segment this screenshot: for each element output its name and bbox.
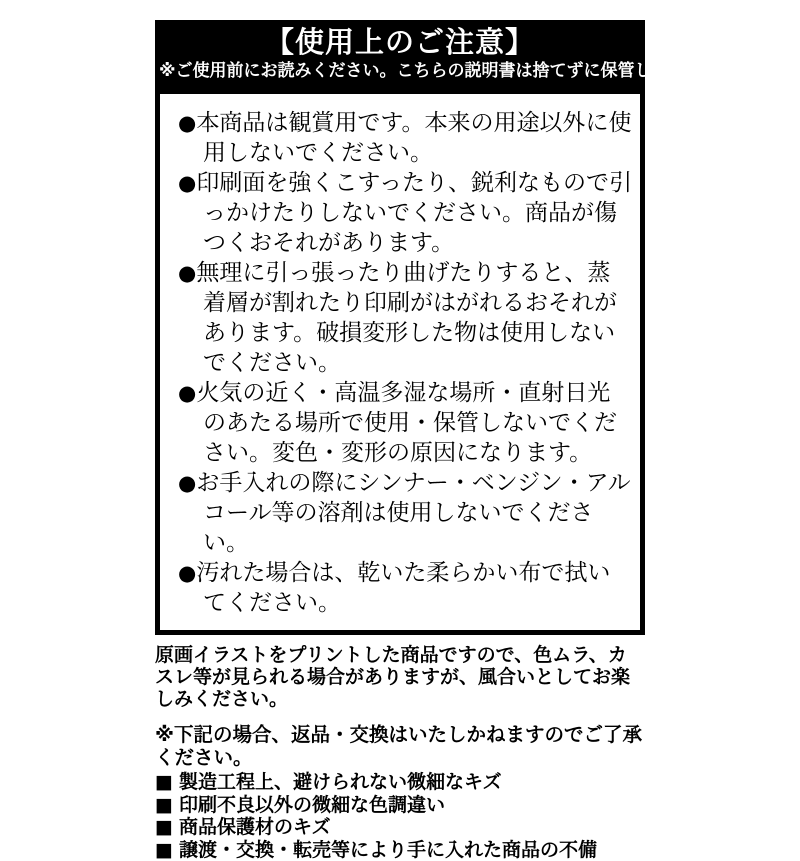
policy-text: 商品保護材のキズ [179,816,331,838]
return-policy-heading: ※下記の場合、返品・交換はいたしかねますのでご了承ください。 [155,723,645,769]
bullet-icon: ● [178,561,196,585]
square-bullet-icon: ■ [155,839,173,861]
precaution-text: お手入れの際にシンナー・ベンジン・アルコール等の溶剤は使用しないでください。 [196,470,630,556]
policy-item [155,771,645,794]
bullet-icon: ● [178,381,196,405]
bullet-icon: ● [178,111,196,135]
bullet-icon: ● [178,471,196,495]
precaution-item [178,468,632,558]
policy-text: 譲渡・交換・転売等により手に入れた商品の不備 [179,839,597,861]
precaution-list [178,108,632,618]
policy-item [155,816,645,839]
bullet-icon: ● [178,261,196,285]
print-quality-note: 原画イラストをプリントした商品ですので、色ムラ、カスレ等が見られる場合がありますが、風合いとしてお楽しみください。 [155,644,645,710]
square-bullet-icon: ■ [155,816,173,838]
precaution-text: 汚れた場合は、乾いた柔らかい布で拭いてください。 [196,560,610,616]
return-policy-section [155,723,645,861]
precaution-item [178,168,632,258]
policy-text: 製造工程上、避けられない微細なキズ [179,771,502,793]
header-band [155,20,645,89]
precaution-item [178,258,632,378]
bullet-icon: ● [178,171,196,195]
square-bullet-icon: ■ [155,771,173,793]
precaution-item [178,108,632,168]
precaution-text: 印刷面を強くこすったり、鋭利なもので引っかけたりしないでください。商品が傷つくおそれがあります。 [196,170,632,256]
instruction-sheet [155,20,645,861]
policy-item [155,794,645,817]
precaution-text: 本商品は観賞用です。本来の用途以外に使用しないでください。 [196,110,631,166]
precaution-text: 無理に引っ張ったり曲げたりすると、蒸着層が割れたり印刷がはがれるおそれがあります。破損変形した物は使用しないでください。 [196,260,617,376]
policy-item [155,839,645,861]
square-bullet-icon: ■ [155,794,173,816]
precaution-text: 火気の近く・高温多湿な場所・直射日光のあたる場所で使用・保管しないでください。変色・変形の原因になります。 [196,380,617,466]
precaution-item [178,378,632,468]
precautions-box [155,89,645,635]
page-title: 【使用上のご注意】 [159,25,641,59]
return-policy-list [155,771,645,861]
policy-text: 印刷不良以外の微細な色調違い [179,794,445,816]
precaution-item [178,558,632,618]
header-subtitle: ※ご使用前にお読みください。こちらの説明書は捨てずに保管してください。 [159,61,641,82]
